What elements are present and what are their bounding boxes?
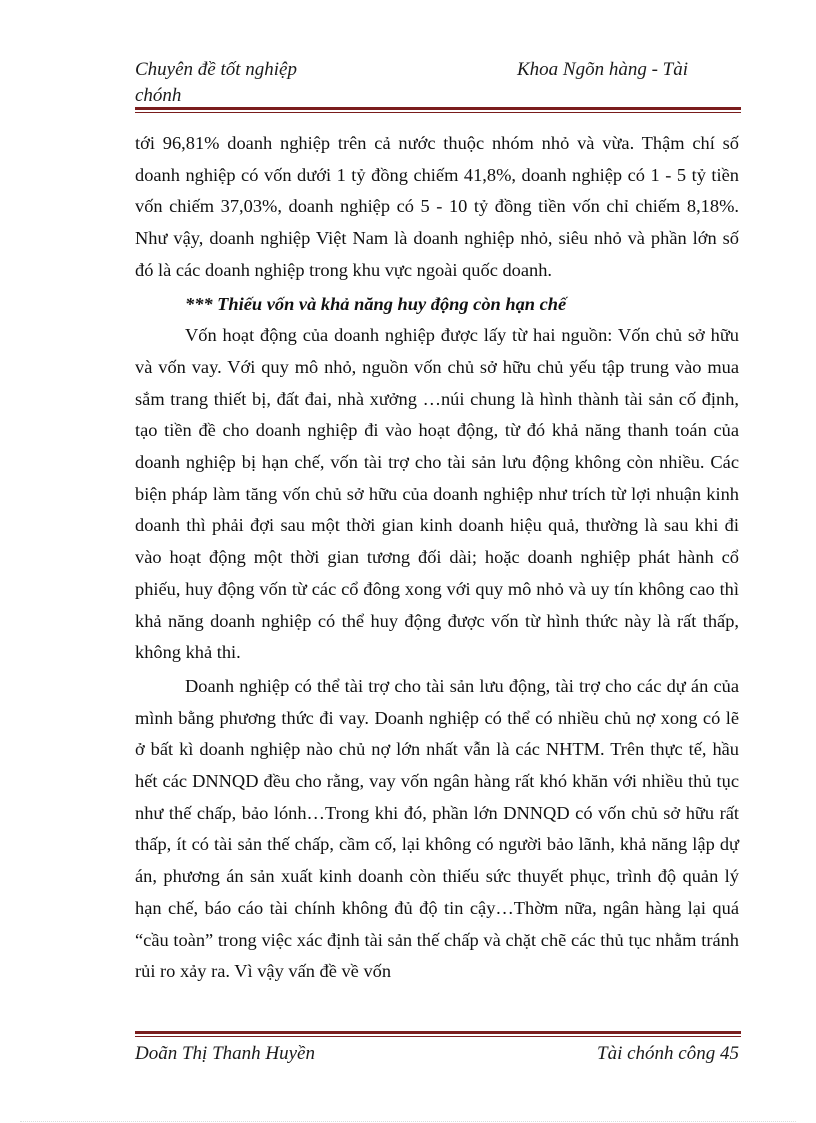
paragraph-1: tới 96,81% doanh nghiệp trên cả nước thuộc nhóm nhỏ và vừa. Thậm chí số doanh nghiệp có vốn dưới 1 tỷ đồng chiếm 41,8%, doanh nghiệp có 1 - 5 tỷ tiền vốn chiếm 37,03%, doanh nghiệp có 5 - 10 tỷ đồng tiền vốn chỉ chiếm 8,18%. Như vậy, doanh nghiệp Việt Nam là doanh nghiệp nhỏ, siêu nhỏ và phần lớn số đó là các doanh nghiệp trong khu vực ngoài quốc doanh. [135,133,739,280]
footer-rule [135,1031,741,1037]
header-left-title: Chuyên đề tốt nghiệp chónh [135,59,297,106]
header-rule [135,107,741,113]
paragraph-3: Doanh nghiệp có thể tài trợ cho tài sản lưu động, tài trợ cho các dự án của mình bằng phương thức đi vay. Doanh nghiệp có thể có nhiều chủ nợ xong có lẽ ở bất kì doanh nghiệp nào chủ nợ lớn nhất vẫn là các NHTM. Trên thực tế, hầu hết các DNNQD đều cho rằng, vay vốn ngân hàng rất khó khăn với nhiều thủ tục như thế chấp, bảo lónh…Trong khi đó, phần lớn DNNQD có vốn chủ sở hữu rất thấp, ít có tài sản thế chấp, cầm cố, lại không có người bảo lãnh, khả năng lập dự án, phương án sản xuất kinh doanh còn thiếu sức thuyết phục, trình độ quản lý hạn chế, báo cáo tài chính không đủ độ tin cậy…Thờm nữa, ngân hàng lại quá “cầu toàn” trong việc xác định tài sản thế chấp và chặt chẽ các thủ tục nhằm tránh rủi ro xảy ra. Vì vậy vấn đề về vốn [135,675,739,982]
paragraph-2: Vốn hoạt động của doanh nghiệp được lấy từ hai nguồn: Vốn chủ sở hữu và vốn vay. Với quy mô nhỏ, nguồn vốn chủ sở hữu chủ yếu tập trung vào mua sắm trang thiết bị, đất đai, nhà xưởng …núi chung là hình thành tài sản cố định, tạo tiền đề cho doanh nghiệp đi vào hoạt động, từ đó khả năng thanh toán của doanh nghiệp bị hạn chế, vốn tài trợ cho tài sản lưu động không còn nhiều. Các biện pháp làm tăng vốn chủ sở hữu của doanh nghiệp như trích từ lợi nhuận kinh doanh thì phải đợi sau một thời gian kinh doanh hiệu quả, thường là sau khi đi vào hoạt động một thời gian tương đối dài; hoặc doanh nghiệp phát hành cổ phiếu, huy động vốn từ các cổ đông xong với quy mô nhỏ và uy tín không cao thì khả năng doanh nghiệp có thể huy động được vốn từ hình thức này là rất thấp, không khả thi. [135,325,739,663]
footer-author: Doãn Thị Thanh Huyền [135,1043,315,1064]
page-body [135,128,739,988]
page-edge-divider [20,1121,796,1122]
section-heading: *** Thiếu vốn và khả năng huy động còn hạn chế [185,293,567,314]
footer-class: Tài chónh công 45 [597,1043,739,1064]
header-right-title: Khoa Ngõn hàng - Tài [517,59,689,80]
